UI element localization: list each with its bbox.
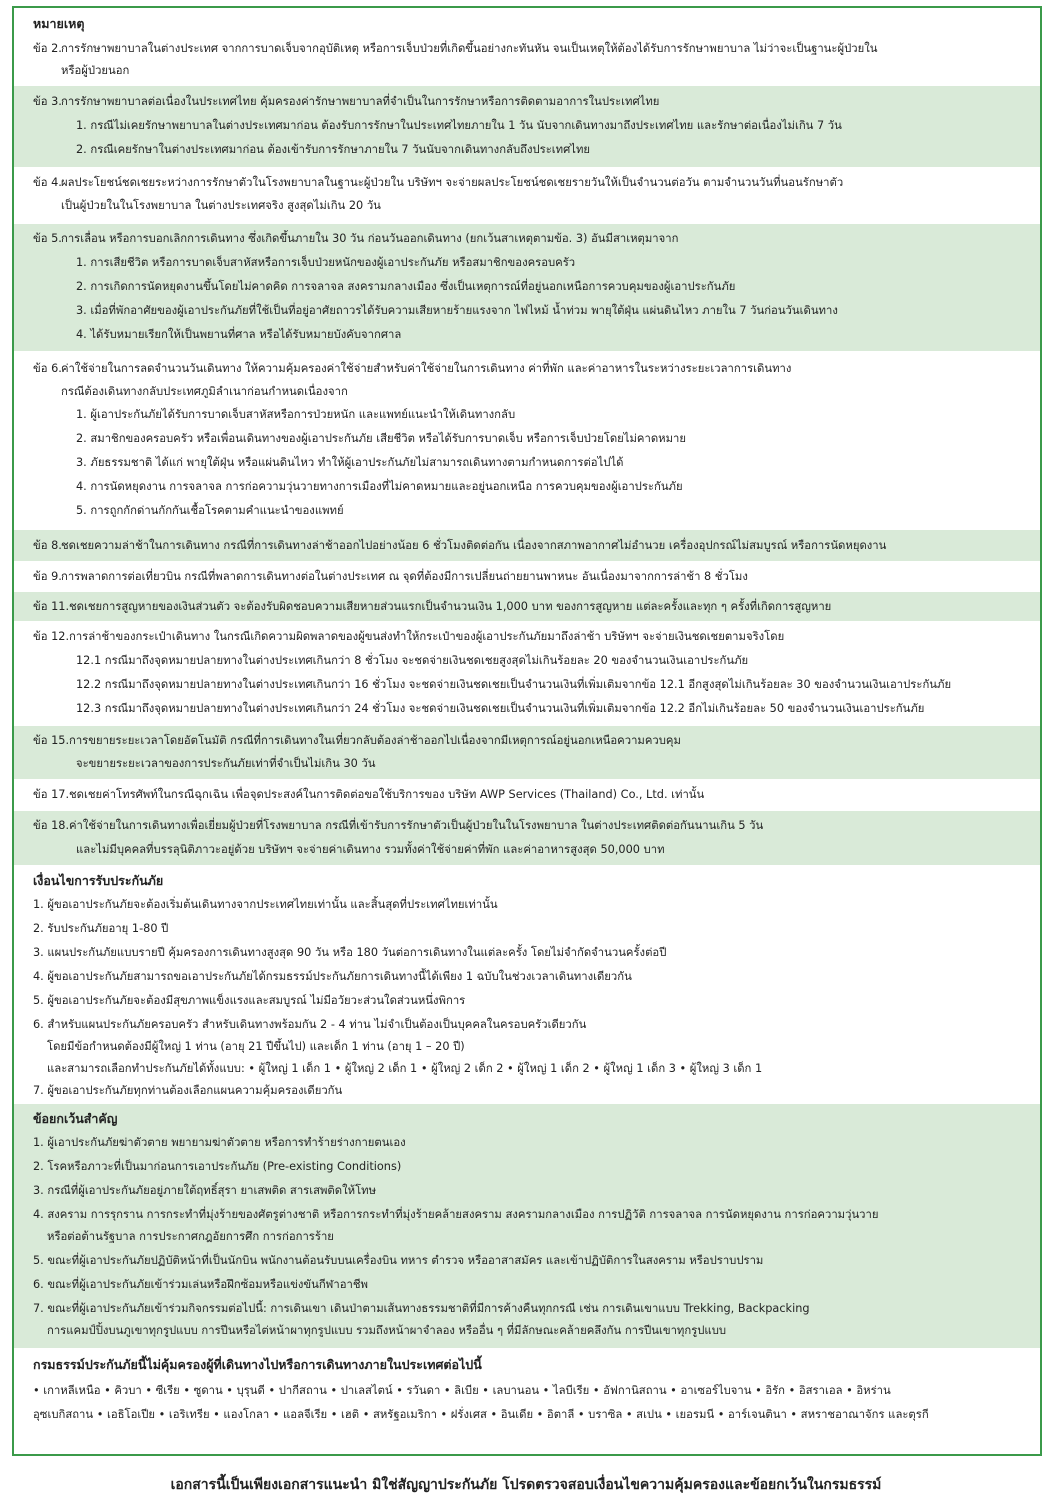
clause-17-line: ชดเชยค่าโทรศัพท์ในกรณีฉุกเฉิน เพื่อจุดประสงค์ในการติดต่อขอใช้บริการของ บริษัท AWP Services (Thailand) Co., Ltd. เท่านั้น — [69, 788, 705, 801]
clause-17-section — [14, 780, 1040, 811]
clause-3-number: ข้อ 3. — [33, 95, 62, 108]
exclusions-section — [14, 1104, 1040, 1349]
clause-11-section — [14, 592, 1040, 622]
exclusions-item: 5. ขณะที่ผู้เอาประกันภัยปฏิบัติหน้าที่เป็นนักบิน พนักงานต้อนรับบนเครื่องบิน ทหาร ตำรวจ หรืออาสาสมัคร และเข้าปฏิบัติการในสงคราม หรือปราบปราม — [33, 1254, 764, 1267]
exclusions-item: 4. สงคราม การรุกราน การกระทำที่มุ่งร้ายของศัตรูต่างชาติ หรือการกระทำที่มุ่งร้ายคล้ายสงคราม สงครามกลางเมือง การปฏิวัติ การจลาจล การนัดหยุดงาน การก่อความวุ่นวาย — [33, 1208, 879, 1221]
countries-line: อุซเบกิสถาน • เอธิโอเปีย • เอริเทรีย • แองโกลา • แอลจีเรีย • เฮติ • สหรัฐอเมริกา • ฝรั่งเศส • อินเดีย • อิตาลี • บราซิล • สเปน • เยอรมนี • อาร์เจนตินา • สหราชอาณาจักร และตุรกี — [33, 1408, 929, 1421]
clause-15-section — [14, 726, 1040, 780]
conditions-item: 4. ผู้ขอเอาประกันภัยสามารถขอเอาประกันภัยได้กรมธรรม์ประกันภัยการเดินทางนี้ได้เพียง 1 ฉบับในช่วงเวลาเดินทางเดียวกัน — [33, 970, 632, 983]
clause-12-section — [14, 622, 1040, 726]
conditions-item: 5. ผู้ขอเอาประกันภัยจะต้องมีสุขภาพแข็งแรงและสมบูรณ์ ไม่มีอวัยวะส่วนใดส่วนหนึ่งพิการ — [33, 994, 466, 1007]
clause-3-line: การรักษาพยาบาลต่อเนื่องในประเทศไทย คุ้มครองค่ารักษาพยาบาลที่จำเป็นในการรักษาหรือการติดตามอาการในประเทศไทย — [61, 95, 660, 108]
clause-3-line: 2. กรณีเคยรักษาในต่างประเทศมาก่อน ต้องเข้ารับการรักษาภายใน 7 วันนับจากเดินทางกลับถึงประเทศไทย — [76, 143, 591, 156]
notes-heading: หมายเหตุ — [33, 16, 85, 31]
clause-3-line: 1. กรณีไม่เคยรักษาพยาบาลในต่างประเทศมาก่อน ต้องรับการรักษาในประเทศไทยภายใน 1 วัน นับจากเดินทางมาถึงประเทศไทย และรักษาต่อเนื่องไม่เกิน 7 วัน — [76, 119, 842, 132]
exclusions-item: 1. ผู้เอาประกันภัยฆ่าตัวตาย พยายามฆ่าตัวตาย หรือการทำร้ายร่างกายตนเอง — [33, 1136, 406, 1149]
exclusions-item: 6. ขณะที่ผู้เอาประกันภัยเข้าร่วมเล่นหรือฝึกซ้อมหรือแข่งขันกีฬาอาชีพ — [33, 1278, 368, 1291]
clause-9-line: การพลาดการต่อเที่ยวบิน กรณีที่พลาดการเดินทางต่อในต่างประเทศ ณ จุดที่ต้องมีการเปลี่ยนถ่ายยานพาหนะ อันเนื่องมาจากการล่าช้า 8 ชั่วโมง — [61, 570, 748, 583]
clause-18-number: ข้อ 18. — [33, 819, 70, 832]
clause-6-line: 5. การถูกกักด่านกักกันเชื้อโรคตามคำแนะนำของแพทย์ — [76, 504, 344, 517]
clause-15-line: จะขยายระยะเวลาของการประกันภัยเท่าที่จำเป็นไม่เกิน 30 วัน — [76, 757, 376, 770]
clause-2-section — [14, 8, 1040, 86]
clause-11-line: ชดเชยการสูญหายของเงินส่วนตัว จะต้องรับผิดชอบความเสียหายส่วนแรกเป็นจำนวนเงิน 1,000 บาท ของการสูญหาย แต่ละครั้งและทุก ๆ ครั้งที่เกิดการสูญหาย — [69, 600, 832, 613]
clause-12-line: 12.3 กรณีมาถึงจุดหมายปลายทางในต่างประเทศเกินกว่า 24 ชั่วโมง จะชดจ่ายเงินชดเชยเป็นจำนวนเงินที่เพิ่มเติมจากข้อ 12.2 อีกไม่เกินร้อยละ 50 ของจำนวนเงินเอาประกันภัย — [76, 702, 925, 715]
conditions-item: และสามารถเลือกทำประกันภัยได้ทั้งแบบ: • ผู้ใหญ่ 1 เด็ก 1 • ผู้ใหญ่ 2 เด็ก 1 • ผู้ใหญ่ 2 เด็ก 2 • ผู้ใหญ่ 1 เด็ก 2 • ผู้ใหญ่ 1 เด็ก 3 • ผู้ใหญ่ 3 เด็ก 1 — [47, 1062, 763, 1075]
document-frame — [12, 6, 1042, 1456]
clause-6-line: 1. ผู้เอาประกันภัยได้รับการบาดเจ็บสาหัสหรือการป่วยหนัก และแพทย์แนะนำให้เดินทางกลับ — [76, 408, 516, 421]
countries-heading: กรมธรรม์ประกันภัยนี้ไม่คุ้มครองผู้ที่เดินทางไปหรือการเดินทางภายในประเทศต่อไปนี้ — [33, 1357, 482, 1372]
conditions-item: 2. รับประกันภัยอายุ 1-80 ปี — [33, 922, 169, 935]
exclusions-item: หรือต่อต้านรัฐบาล การประกาศกฎอัยการศึก การก่อการร้าย — [47, 1230, 334, 1243]
clause-6-section — [14, 352, 1040, 530]
clause-12-line: 12.1 กรณีมาถึงจุดหมายปลายทางในต่างประเทศเกินกว่า 8 ชั่วโมง จะชดจ่ายเงินชดเชยสูงสุดไม่เกินร้อยละ 20 ของจำนวนเงินเอาประกันภัย — [76, 654, 749, 667]
clause-18-line: ค่าใช้จ่ายในการเดินทางเพื่อเยี่ยมผู้ป่วยที่โรงพยาบาล กรณีที่เข้ารับการรักษาตัวเป็นผู้ป่วยในในโรงพยาบาล ในต่างประเทศติดต่อกันนานเกิน 5 วัน — [69, 819, 764, 832]
conditions-section — [14, 866, 1040, 1104]
conditions-item: 1. ผู้ขอเอาประกันภัยจะต้องเริ่มต้นเดินทางจากประเทศไทยเท่านั้น และสิ้นสุดที่ประเทศไทยเท่านั้น — [33, 898, 498, 911]
clause-3-section — [14, 86, 1040, 168]
conditions-heading: เงื่อนไขการรับประกันภัย — [33, 873, 164, 888]
clause-5-section — [14, 224, 1040, 352]
clause-4-line: เป็นผู้ป่วยในในโรงพยาบาล ในต่างประเทศจริง สูงสุดไม่เกิน 20 วัน — [61, 199, 381, 212]
clause-5-line: 4. ได้รับหมายเรียกให้เป็นพยานที่ศาล หรือได้รับหมายบังคับจากศาล — [76, 328, 402, 341]
clause-6-line: 3. ภัยธรรมชาติ ได้แก่ พายุใต้ฝุ่น หรือแผ่นดินไหว ทำให้ผู้เอาประกันภัยไม่สามารถเดินทางตามกำหนดการต่อไปได้ — [76, 456, 624, 469]
clause-12-line: 12.2 กรณีมาถึงจุดหมายปลายทางในต่างประเทศเกินกว่า 16 ชั่วโมง จะชดจ่ายเงินชดเชยเป็นจำนวนเงินที่เพิ่มเติมจากข้อ 12.1 อีกสูงสุดไม่เกินร้อยละ 30 ของจำนวนเงินเอาประกันภัย — [76, 678, 952, 691]
clause-18-line: และไม่มีบุคคลที่บรรลุนิติภาวะอยู่ด้วย บริษัทฯ จะจ่ายค่าเดินทาง รวมทั้งค่าใช้จ่ายค่าที่พัก และค่าอาหารสูงสุด 50,000 บาท — [76, 843, 665, 856]
clause-17-number: ข้อ 17. — [33, 788, 70, 801]
clause-2-number: ข้อ 2. — [33, 42, 62, 55]
clause-9-number: ข้อ 9. — [33, 570, 62, 583]
clause-8-number: ข้อ 8. — [33, 539, 62, 552]
disclaimer-footer: เอกสารนี้เป็นเพียงเอกสารแนะนำ มิใช่สัญญาประกันภัย โปรดตรวจสอบเงื่อนไขความคุ้มครองและข้อยกเว้นในกรมธรรม์ — [170, 1477, 882, 1493]
clause-6-line: 4. การนัดหยุดงาน การจลาจล การก่อความวุ่นวายทางการเมืองที่ไม่คาดหมายและอยู่นอกเหนือ การควบคุมของผู้เอาประกันภัย — [76, 480, 683, 493]
clause-2-line: การรักษาพยาบาลในต่างประเทศ จากการบาดเจ็บจากอุบัติเหตุ หรือการเจ็บป่วยที่เกิดขึ้นอย่างกะทันหัน จนเป็นเหตุให้ต้องได้รับการรักษาพยาบาล ไม่ว่าจะเป็นฐานะผู้ป่วยใน — [61, 42, 878, 55]
clause-5-line: การเลื่อน หรือการบอกเลิกการเดินทาง ซึ่งเกิดขึ้นภายใน 30 วัน ก่อนวันออกเดินทาง (ยกเว้นสาเหตุตามข้อ. 3) อันมีสาเหตุมาจาก — [61, 232, 679, 245]
clause-6-line: ค่าใช้จ่ายในการลดจำนวนวันเดินทาง ให้ความคุ้มครองค่าใช้จ่ายสำหรับค่าใช้จ่ายในการเดินทาง ค่าที่พัก และค่าอาหารในระหว่างระยะเวลาการเดินทาง — [61, 362, 792, 375]
clause-4-number: ข้อ 4. — [33, 176, 62, 189]
countries-section — [14, 1349, 1040, 1439]
clause-11-number: ข้อ 11. — [33, 600, 70, 613]
clause-6-line: กรณีต้องเดินทางกลับประเทศภูมิลำเนาก่อนกำหนดเนื่องจาก — [61, 385, 348, 398]
clause-12-number: ข้อ 12. — [33, 630, 70, 643]
exclusions-item: 7. ขณะที่ผู้เอาประกันภัยเข้าร่วมกิจกรรมต่อไปนี้: การเดินเขา เดินป่าตามเส้นทางธรรมชาติที่มีการค้างคืนทุกกรณี เช่น การเดินเขาแบบ Trekking, Backpacking — [33, 1302, 810, 1315]
clause-2-line: หรือผู้ป่วยนอก — [61, 64, 130, 77]
clause-15-number: ข้อ 15. — [33, 734, 70, 747]
clause-6-number: ข้อ 6. — [33, 362, 62, 375]
clause-12-line: การล่าช้าของกระเป๋าเดินทาง ในกรณีเกิดความผิดพลาดของผู้ขนส่งทำให้กระเป๋าของผู้เอาประกันภัยมาถึงล่าช้า บริษัทฯ จะจ่ายเงินชดเชยตามจริงโดย — [69, 630, 785, 643]
clause-9-section — [14, 562, 1040, 592]
clause-18-section — [14, 811, 1040, 866]
conditions-item: โดยมีข้อกำหนดต้องมีผู้ใหญ่ 1 ท่าน (อายุ 21 ปีขึ้นไป) และเด็ก 1 ท่าน (อายุ 1 – 20 ปี) — [47, 1040, 465, 1053]
countries-line: • เกาหลีเหนือ • คิวบา • ซีเรีย • ซูดาน • บุรุนดี • ปากีสถาน • ปาเลสไตน์ • รวันดา • ลิเบีย • เลบานอน • ไลบีเรีย • อัฟกานิสถาน • อาเซอร์ไบจาน • อิรัก • อิสราเอล • อิหร่าน — [33, 1384, 891, 1397]
exclusions-heading: ข้อยกเว้นสำคัญ — [33, 1111, 118, 1126]
clause-5-line: 2. การเกิดการนัดหยุดงานขึ้นโดยไม่คาดคิด การจลาจล สงครามกลางเมือง ซึ่งเป็นเหตุการณ์ที่อยู่นอกเหนือการควบคุมของผู้เอาประกันภัย — [76, 280, 736, 293]
exclusions-item: 2. โรคหรือภาวะที่เป็นมาก่อนการเอาประกันภัย (Pre-existing Conditions) — [33, 1160, 402, 1173]
clause-8-section — [14, 530, 1040, 562]
clause-5-number: ข้อ 5. — [33, 232, 62, 245]
clause-4-section — [14, 168, 1040, 224]
conditions-item: 3. แผนประกันภัยแบบรายปี คุ้มครองการเดินทางสูงสุด 90 วัน หรือ 180 วันต่อการเดินทางในแต่ละครั้ง โดยไม่จำกัดจำนวนครั้งต่อปี — [33, 946, 667, 959]
clause-5-line: 3. เมื่อที่พักอาศัยของผู้เอาประกันภัยที่ใช้เป็นที่อยู่อาศัยถาวรได้รับความเสียหายร้ายแรงจาก ไฟไหม้ น้ำท่วม พายุใต้ฝุ่น แผ่นดินไหว ภายใน 7 วันก่อนวันเดินทาง — [76, 304, 838, 317]
clause-6-line: 2. สมาชิกของครอบครัว หรือเพื่อนเดินทางของผู้เอาประกันภัย เสียชีวิต หรือได้รับการบาดเจ็บ หรือการเจ็บป่วยโดยไม่คาดหมาย — [76, 432, 687, 445]
clause-5-line: 1. การเสียชีวิต หรือการบาดเจ็บสาหัสหรือการเจ็บป่วยหนักของผู้เอาประกันภัย หรือสมาชิกของครอบครัว — [76, 256, 576, 269]
clause-8-line: ชดเชยความล่าช้าในการเดินทาง กรณีที่การเดินทางล่าช้าออกไปอย่างน้อย 6 ชั่วโมงติดต่อกัน เนื่องจากสภาพอากาศไม่อำนวย เครื่องอุปกรณ์ไม่สมบูรณ์ หรือการนัดหยุดงาน — [61, 539, 887, 552]
conditions-item: 7. ผู้ขอเอาประกันภัยทุกท่านต้องเลือกแผนความคุ้มครองเดียวกัน — [33, 1084, 343, 1097]
clause-15-line: การขยายระยะเวลาโดยอัตโนมัติ กรณีที่การเดินทางในเที่ยวกลับต้องล่าช้าออกไปเนื่องจากมีเหตุการณ์อยู่นอกเหนือความควบคุม — [69, 734, 681, 747]
exclusions-item: การแคมป์ปิ้งบนภูเขาทุกรูปแบบ การปีนหรือไต่หน้าผาทุกรูปแบบ รวมถึงหน้าผาจำลอง หรืออื่น ๆ ที่มีลักษณะคล้ายคลึงกัน การปีนเขาทุกรูปแบบ — [47, 1324, 727, 1337]
exclusions-item: 3. กรณีที่ผู้เอาประกันภัยอยู่ภายใต้ฤทธิ์สุรา ยาเสพติด สารเสพติดให้โทษ — [33, 1184, 377, 1197]
conditions-item: 6. สำหรับแผนประกันภัยครอบครัว สำหรับเดินทางพร้อมกัน 2 - 4 ท่าน ไม่จำเป็นต้องเป็นบุคคลในครอบครัวเดียวกัน — [33, 1018, 587, 1031]
clause-4-line: ผลประโยชน์ชดเชยระหว่างการรักษาตัวในโรงพยาบาลในฐานะผู้ป่วยใน บริษัทฯ จะจ่ายผลประโยชน์ชดเชยรายวันให้เป็นจำนวนต่อวัน ตามจำนวนวันที่นอนรักษาตัว — [61, 176, 844, 189]
